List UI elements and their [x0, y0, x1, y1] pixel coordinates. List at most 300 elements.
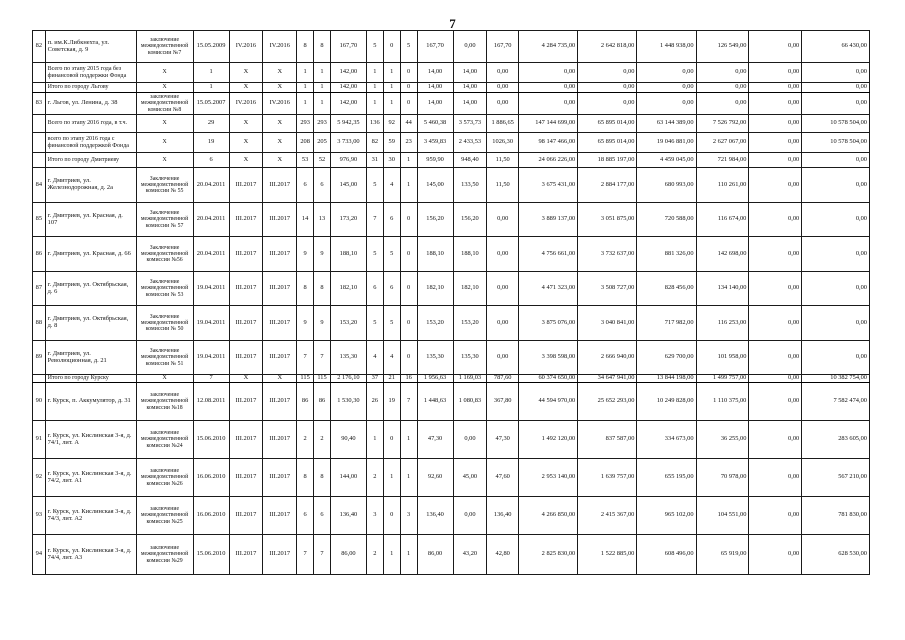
- cost-other-cell: 628 530,00: [802, 535, 870, 575]
- plan-date-cell: Х: [229, 133, 263, 153]
- cost-local-cell: 126 549,00: [696, 31, 749, 63]
- cost-extra-cell: 0,00: [749, 115, 802, 133]
- document-date-cell: 29: [193, 115, 229, 133]
- rooms-municipal-cell: 0: [400, 306, 417, 341]
- cost-extra-cell: 0,00: [749, 31, 802, 63]
- cost-regional-cell: 334 673,00: [637, 421, 696, 459]
- cost-local-cell: 101 958,00: [696, 341, 749, 375]
- object-row: [33, 383, 870, 421]
- rooms-total-cell: 4: [366, 341, 383, 375]
- cost-regional-cell: 10 249 828,00: [637, 383, 696, 421]
- total-area-cell: 136,40: [330, 497, 366, 535]
- plan-date-cell: III.2017: [229, 421, 263, 459]
- relocated-area-total-cell: 167,70: [417, 31, 453, 63]
- address-cell: г. Дмитриев, ул. Октябрьская, д. 6: [45, 272, 136, 306]
- rooms-municipal-cell: 1: [400, 459, 417, 497]
- residents-count-cell: 7: [297, 535, 314, 575]
- basis-document-cell: заключение межведомственной комиссии №26: [136, 459, 193, 497]
- row-number-cell: 91: [33, 421, 46, 459]
- residents-count-cell: 115: [297, 375, 314, 383]
- relocated-area-municipal-cell: 787,60: [487, 375, 519, 383]
- rooms-private-cell: 5: [383, 237, 400, 272]
- residents-relocated-cell: 7: [314, 341, 331, 375]
- plan-date-cell: III.2017: [229, 497, 263, 535]
- relocated-area-private-cell: 182,10: [453, 272, 487, 306]
- basis-document-cell: заключение межведомственной комиссии №25: [136, 497, 193, 535]
- document-date-cell: 19.04.2011: [193, 306, 229, 341]
- rooms-total-cell: 3: [366, 497, 383, 535]
- address-cell: г. Курск, ул. Кислинская 3-я, д. 74/4, лит. А3: [45, 535, 136, 575]
- fact-date-cell: IV.2016: [263, 31, 297, 63]
- address-cell: г. Курск, п. Аккумулятор, д. 31: [45, 383, 136, 421]
- cost-other-cell: 781 830,00: [802, 497, 870, 535]
- rooms-municipal-cell: 0: [400, 237, 417, 272]
- object-row: [33, 306, 870, 341]
- plan-date-cell: III.2017: [229, 535, 263, 575]
- cost-local-cell: 116 253,00: [696, 306, 749, 341]
- relocated-area-municipal-cell: 0,00: [487, 272, 519, 306]
- row-number-cell: 87: [33, 272, 46, 306]
- rooms-municipal-cell: 1: [400, 168, 417, 203]
- rooms-total-cell: 7: [366, 203, 383, 237]
- basis-document-cell: заключение межведомственной комиссии №18: [136, 383, 193, 421]
- cost-total-cell: 4 756 661,00: [519, 237, 578, 272]
- document-date-cell: 7: [193, 375, 229, 383]
- row-number-cell: [33, 133, 46, 153]
- relocated-area-total-cell: 14,00: [417, 83, 453, 93]
- residents-count-cell: 7: [297, 341, 314, 375]
- address-cell: п. им.К.Либкнехта, ул. Советская, д. 9: [45, 31, 136, 63]
- address-cell: г. Дмитриев, ул. Железнодорожная, д. 2а: [45, 168, 136, 203]
- basis-document-cell: Х: [136, 375, 193, 383]
- relocated-area-private-cell: 0,00: [453, 31, 487, 63]
- cost-extra-cell: 0,00: [749, 383, 802, 421]
- cost-other-cell: 0,00: [802, 203, 870, 237]
- relocated-area-municipal-cell: 167,70: [487, 31, 519, 63]
- total-area-cell: 5 942,35: [330, 115, 366, 133]
- basis-document-cell: Заключение межведомственной комиссии № 50: [136, 306, 193, 341]
- address-cell: г. Курск, ул. Кислинская 3-я, д. 74/2, лит. А1: [45, 459, 136, 497]
- relocated-area-private-cell: 133,50: [453, 168, 487, 203]
- total-area-cell: 188,10: [330, 237, 366, 272]
- rooms-municipal-cell: 16: [400, 375, 417, 383]
- address-cell: г. Курск, ул. Кислинская 3-я, д. 74/1, лит. А: [45, 421, 136, 459]
- document-date-cell: 6: [193, 153, 229, 168]
- residents-relocated-cell: 13: [314, 203, 331, 237]
- cost-fund-cell: 3 732 637,00: [578, 237, 637, 272]
- residents-relocated-cell: 86: [314, 383, 331, 421]
- basis-document-cell: Заключение межведомственной комиссии № 51: [136, 341, 193, 375]
- total-area-cell: 2 176,10: [330, 375, 366, 383]
- basis-document-cell: заключение межведомственной комиссии №29: [136, 535, 193, 575]
- address-cell: Итого по городу Курску: [45, 375, 136, 383]
- cost-total-cell: 0,00: [519, 83, 578, 93]
- rooms-total-cell: 6: [366, 272, 383, 306]
- cost-extra-cell: 0,00: [749, 237, 802, 272]
- cost-local-cell: 0,00: [696, 63, 749, 83]
- cost-extra-cell: 0,00: [749, 497, 802, 535]
- fact-date-cell: III.2017: [263, 421, 297, 459]
- cost-other-cell: 283 605,00: [802, 421, 870, 459]
- document-date-cell: 15.05.2007: [193, 93, 229, 115]
- address-cell: г. Льгов, ул. Ленина, д. 38: [45, 93, 136, 115]
- address-cell: Всего по этапу 2015 года без финансовой поддержки Фонда: [45, 63, 136, 83]
- total-row: [33, 153, 870, 168]
- cost-total-cell: 98 147 466,00: [519, 133, 578, 153]
- cost-extra-cell: 0,00: [749, 93, 802, 115]
- relocated-area-municipal-cell: 367,80: [487, 383, 519, 421]
- cost-fund-cell: 2 884 177,00: [578, 168, 637, 203]
- relocated-area-total-cell: 188,10: [417, 237, 453, 272]
- page-number: 7: [449, 16, 456, 31]
- document-date-cell: 19.04.2011: [193, 341, 229, 375]
- basis-document-cell: Х: [136, 115, 193, 133]
- object-row: [33, 497, 870, 535]
- row-number-cell: 85: [33, 203, 46, 237]
- total-area-cell: 144,00: [330, 459, 366, 497]
- residents-relocated-cell: 1: [314, 83, 331, 93]
- address-cell: г. Дмитриев, ул. Революционная, д. 21: [45, 341, 136, 375]
- total-area-cell: 153,20: [330, 306, 366, 341]
- relocated-area-private-cell: 948,40: [453, 153, 487, 168]
- total-area-cell: 90,40: [330, 421, 366, 459]
- cost-total-cell: 1 492 120,00: [519, 421, 578, 459]
- fact-date-cell: III.2017: [263, 168, 297, 203]
- cost-other-cell: 0,00: [802, 306, 870, 341]
- relocated-area-private-cell: 1 080,83: [453, 383, 487, 421]
- basis-document-cell: заключение межведомственной комиссии №7: [136, 31, 193, 63]
- row-number-cell: [33, 63, 46, 83]
- total-row: [33, 63, 870, 83]
- document-date-cell: 19.04.2011: [193, 272, 229, 306]
- relocated-area-municipal-cell: 0,00: [487, 93, 519, 115]
- relocated-area-total-cell: 3 459,83: [417, 133, 453, 153]
- resettlement-register-table: [32, 30, 870, 575]
- residents-count-cell: 208: [297, 133, 314, 153]
- rooms-municipal-cell: 1: [400, 153, 417, 168]
- rooms-private-cell: 1: [383, 459, 400, 497]
- object-row: [33, 421, 870, 459]
- basis-document-cell: Х: [136, 133, 193, 153]
- cost-regional-cell: 1 448 938,00: [637, 31, 696, 63]
- cost-extra-cell: 0,00: [749, 306, 802, 341]
- basis-document-cell: Заключение межведомственной комиссии № 53: [136, 272, 193, 306]
- residents-count-cell: 14: [297, 203, 314, 237]
- object-row: [33, 93, 870, 115]
- cost-fund-cell: 3 051 875,00: [578, 203, 637, 237]
- rooms-private-cell: 5: [383, 306, 400, 341]
- cost-other-cell: 0,00: [802, 168, 870, 203]
- residents-relocated-cell: 1: [314, 93, 331, 115]
- cost-regional-cell: 608 496,00: [637, 535, 696, 575]
- document-date-cell: 16.06.2010: [193, 497, 229, 535]
- rooms-private-cell: 0: [383, 31, 400, 63]
- rooms-total-cell: 26: [366, 383, 383, 421]
- plan-date-cell: III.2017: [229, 306, 263, 341]
- plan-date-cell: III.2017: [229, 168, 263, 203]
- relocated-area-total-cell: 86,00: [417, 535, 453, 575]
- residents-count-cell: 2: [297, 421, 314, 459]
- plan-date-cell: III.2017: [229, 459, 263, 497]
- cost-local-cell: 0,00: [696, 93, 749, 115]
- residents-relocated-cell: 293: [314, 115, 331, 133]
- basis-document-cell: Заключение межведомственной комиссии № 57: [136, 203, 193, 237]
- cost-fund-cell: 0,00: [578, 83, 637, 93]
- fact-date-cell: Х: [263, 115, 297, 133]
- relocated-area-municipal-cell: 0,00: [487, 306, 519, 341]
- plan-date-cell: III.2017: [229, 237, 263, 272]
- rooms-private-cell: 6: [383, 203, 400, 237]
- rooms-private-cell: 1: [383, 535, 400, 575]
- row-number-cell: 86: [33, 237, 46, 272]
- cost-local-cell: 2 627 067,00: [696, 133, 749, 153]
- total-row: [33, 83, 870, 93]
- row-number-cell: 90: [33, 383, 46, 421]
- total-area-cell: 142,00: [330, 83, 366, 93]
- relocated-area-municipal-cell: 1026,30: [487, 133, 519, 153]
- cost-local-cell: 36 255,00: [696, 421, 749, 459]
- relocated-area-municipal-cell: 0,00: [487, 203, 519, 237]
- relocated-area-private-cell: 188,10: [453, 237, 487, 272]
- residents-count-cell: 293: [297, 115, 314, 133]
- cost-fund-cell: 3 508 727,00: [578, 272, 637, 306]
- cost-regional-cell: 655 195,00: [637, 459, 696, 497]
- cost-regional-cell: 13 844 198,00: [637, 375, 696, 383]
- rooms-private-cell: 0: [383, 421, 400, 459]
- total-row: [33, 375, 870, 383]
- basis-document-cell: Х: [136, 83, 193, 93]
- cost-total-cell: 2 953 140,00: [519, 459, 578, 497]
- residents-count-cell: 6: [297, 497, 314, 535]
- rooms-private-cell: 4: [383, 168, 400, 203]
- address-cell: г. Дмитриев, ул. Красная, д. 107: [45, 203, 136, 237]
- address-cell: г. Дмитриев, ул. Октябрьская, д. 8: [45, 306, 136, 341]
- document-date-cell: 15.06.2010: [193, 421, 229, 459]
- relocated-area-municipal-cell: 1 886,65: [487, 115, 519, 133]
- fact-date-cell: III.2017: [263, 497, 297, 535]
- row-number-cell: 92: [33, 459, 46, 497]
- rooms-municipal-cell: 0: [400, 93, 417, 115]
- cost-local-cell: 110 261,00: [696, 168, 749, 203]
- cost-local-cell: 104 551,00: [696, 497, 749, 535]
- total-area-cell: 976,90: [330, 153, 366, 168]
- cost-other-cell: 0,00: [802, 63, 870, 83]
- rooms-municipal-cell: 3: [400, 497, 417, 535]
- rooms-municipal-cell: 1: [400, 535, 417, 575]
- address-cell: г. Курск, ул. Кислинская 3-я, д. 74/3, лит. А2: [45, 497, 136, 535]
- table-body: [33, 31, 870, 575]
- basis-document-cell: Х: [136, 153, 193, 168]
- residents-relocated-cell: 52: [314, 153, 331, 168]
- rooms-total-cell: 1: [366, 93, 383, 115]
- total-area-cell: 86,00: [330, 535, 366, 575]
- relocated-area-total-cell: 182,10: [417, 272, 453, 306]
- cost-total-cell: 3 889 137,00: [519, 203, 578, 237]
- cost-regional-cell: 881 326,00: [637, 237, 696, 272]
- cost-local-cell: 142 698,00: [696, 237, 749, 272]
- cost-extra-cell: 0,00: [749, 168, 802, 203]
- document-date-cell: 1: [193, 63, 229, 83]
- rooms-private-cell: 1: [383, 63, 400, 83]
- basis-document-cell: Заключение межведомственной комиссии № 55: [136, 168, 193, 203]
- residents-count-cell: 1: [297, 93, 314, 115]
- cost-local-cell: 721 984,00: [696, 153, 749, 168]
- cost-extra-cell: 0,00: [749, 203, 802, 237]
- relocated-area-private-cell: 14,00: [453, 63, 487, 83]
- rooms-private-cell: 59: [383, 133, 400, 153]
- residents-count-cell: 8: [297, 459, 314, 497]
- fact-date-cell: Х: [263, 63, 297, 83]
- cost-fund-cell: 25 652 293,00: [578, 383, 637, 421]
- total-area-cell: 142,00: [330, 93, 366, 115]
- cost-total-cell: 4 266 850,00: [519, 497, 578, 535]
- rooms-total-cell: 1: [366, 83, 383, 93]
- residents-relocated-cell: 7: [314, 535, 331, 575]
- relocated-area-total-cell: 14,00: [417, 93, 453, 115]
- residents-relocated-cell: 6: [314, 168, 331, 203]
- cost-other-cell: 0,00: [802, 153, 870, 168]
- cost-local-cell: 116 674,00: [696, 203, 749, 237]
- fact-date-cell: III.2017: [263, 306, 297, 341]
- rooms-municipal-cell: 23: [400, 133, 417, 153]
- plan-date-cell: III.2017: [229, 272, 263, 306]
- cost-regional-cell: 19 046 881,00: [637, 133, 696, 153]
- cost-extra-cell: 0,00: [749, 83, 802, 93]
- cost-total-cell: 3 675 431,00: [519, 168, 578, 203]
- cost-extra-cell: 0,00: [749, 63, 802, 83]
- basis-document-cell: Х: [136, 63, 193, 83]
- row-number-cell: [33, 153, 46, 168]
- plan-date-cell: III.2017: [229, 383, 263, 421]
- cost-total-cell: 4 284 735,00: [519, 31, 578, 63]
- rooms-private-cell: 19: [383, 383, 400, 421]
- cost-extra-cell: 0,00: [749, 341, 802, 375]
- rooms-total-cell: 5: [366, 168, 383, 203]
- cost-fund-cell: 65 895 014,00: [578, 115, 637, 133]
- relocated-area-total-cell: 5 460,38: [417, 115, 453, 133]
- rooms-municipal-cell: 1: [400, 421, 417, 459]
- residents-relocated-cell: 115: [314, 375, 331, 383]
- cost-regional-cell: 680 993,00: [637, 168, 696, 203]
- address-cell: Итого по городу Льгову: [45, 83, 136, 93]
- relocated-area-municipal-cell: 0,00: [487, 83, 519, 93]
- relocated-area-total-cell: 1 448,63: [417, 383, 453, 421]
- cost-fund-cell: 2 666 940,00: [578, 341, 637, 375]
- total-area-cell: 173,20: [330, 203, 366, 237]
- rooms-municipal-cell: 7: [400, 383, 417, 421]
- cost-fund-cell: 1 522 885,00: [578, 535, 637, 575]
- cost-fund-cell: 34 647 941,00: [578, 375, 637, 383]
- relocated-area-private-cell: 153,20: [453, 306, 487, 341]
- cost-regional-cell: 0,00: [637, 63, 696, 83]
- plan-date-cell: Х: [229, 115, 263, 133]
- object-row: [33, 272, 870, 306]
- residents-count-cell: 1: [297, 83, 314, 93]
- residents-count-cell: 53: [297, 153, 314, 168]
- cost-fund-cell: 0,00: [578, 63, 637, 83]
- cost-other-cell: 7 582 474,00: [802, 383, 870, 421]
- total-area-cell: 167,70: [330, 31, 366, 63]
- residents-relocated-cell: 2: [314, 421, 331, 459]
- object-row: [33, 535, 870, 575]
- cost-total-cell: 147 144 699,00: [519, 115, 578, 133]
- cost-other-cell: 10 578 504,00: [802, 133, 870, 153]
- cost-local-cell: 1 499 757,00: [696, 375, 749, 383]
- cost-local-cell: 0,00: [696, 83, 749, 93]
- total-row: [33, 133, 870, 153]
- residents-relocated-cell: 9: [314, 306, 331, 341]
- plan-date-cell: III.2017: [229, 203, 263, 237]
- relocated-area-total-cell: 959,90: [417, 153, 453, 168]
- object-row: [33, 168, 870, 203]
- cost-regional-cell: 720 588,00: [637, 203, 696, 237]
- cost-regional-cell: 828 456,00: [637, 272, 696, 306]
- relocated-area-municipal-cell: 47,60: [487, 459, 519, 497]
- residents-count-cell: 6: [297, 168, 314, 203]
- rooms-private-cell: 1: [383, 83, 400, 93]
- relocated-area-total-cell: 145,00: [417, 168, 453, 203]
- rooms-total-cell: 1: [366, 421, 383, 459]
- relocated-area-private-cell: 45,00: [453, 459, 487, 497]
- row-number-cell: 94: [33, 535, 46, 575]
- cost-total-cell: 4 471 323,00: [519, 272, 578, 306]
- total-area-cell: 142,00: [330, 63, 366, 83]
- fact-date-cell: III.2017: [263, 459, 297, 497]
- relocated-area-total-cell: 153,20: [417, 306, 453, 341]
- cost-extra-cell: 0,00: [749, 535, 802, 575]
- total-row: [33, 115, 870, 133]
- row-number-cell: 93: [33, 497, 46, 535]
- cost-local-cell: 65 919,00: [696, 535, 749, 575]
- fact-date-cell: Х: [263, 375, 297, 383]
- address-cell: всего по этапу 2016 года с финансовой поддержкой Фонда: [45, 133, 136, 153]
- cost-total-cell: 44 594 970,00: [519, 383, 578, 421]
- row-number-cell: 89: [33, 341, 46, 375]
- cost-fund-cell: 2 642 818,00: [578, 31, 637, 63]
- rooms-private-cell: 21: [383, 375, 400, 383]
- row-number-cell: 88: [33, 306, 46, 341]
- plan-date-cell: IV.2016: [229, 93, 263, 115]
- address-cell: г. Дмитриев, ул. Красная, д. 66: [45, 237, 136, 272]
- rooms-private-cell: 92: [383, 115, 400, 133]
- total-area-cell: 135,30: [330, 341, 366, 375]
- document-date-cell: 20.04.2011: [193, 168, 229, 203]
- cost-other-cell: 0,00: [802, 83, 870, 93]
- total-area-cell: 145,00: [330, 168, 366, 203]
- relocated-area-total-cell: 92,60: [417, 459, 453, 497]
- cost-regional-cell: 63 144 389,00: [637, 115, 696, 133]
- residents-relocated-cell: 1: [314, 63, 331, 83]
- rooms-municipal-cell: 0: [400, 83, 417, 93]
- cost-local-cell: 70 978,00: [696, 459, 749, 497]
- relocated-area-private-cell: 3 573,73: [453, 115, 487, 133]
- fact-date-cell: III.2017: [263, 383, 297, 421]
- residents-relocated-cell: 8: [314, 459, 331, 497]
- rooms-total-cell: 5: [366, 306, 383, 341]
- rooms-municipal-cell: 0: [400, 63, 417, 83]
- relocated-area-private-cell: 14,00: [453, 83, 487, 93]
- total-area-cell: 3 733,00: [330, 133, 366, 153]
- cost-total-cell: 3 875 076,00: [519, 306, 578, 341]
- basis-document-cell: Заключение межведомственной комиссии №56: [136, 237, 193, 272]
- cost-extra-cell: 0,00: [749, 153, 802, 168]
- fact-date-cell: III.2017: [263, 237, 297, 272]
- residents-relocated-cell: 9: [314, 237, 331, 272]
- document-date-cell: 19: [193, 133, 229, 153]
- plan-date-cell: IV.2016: [229, 31, 263, 63]
- relocated-area-total-cell: 47,30: [417, 421, 453, 459]
- document-date-cell: 20.04.2011: [193, 203, 229, 237]
